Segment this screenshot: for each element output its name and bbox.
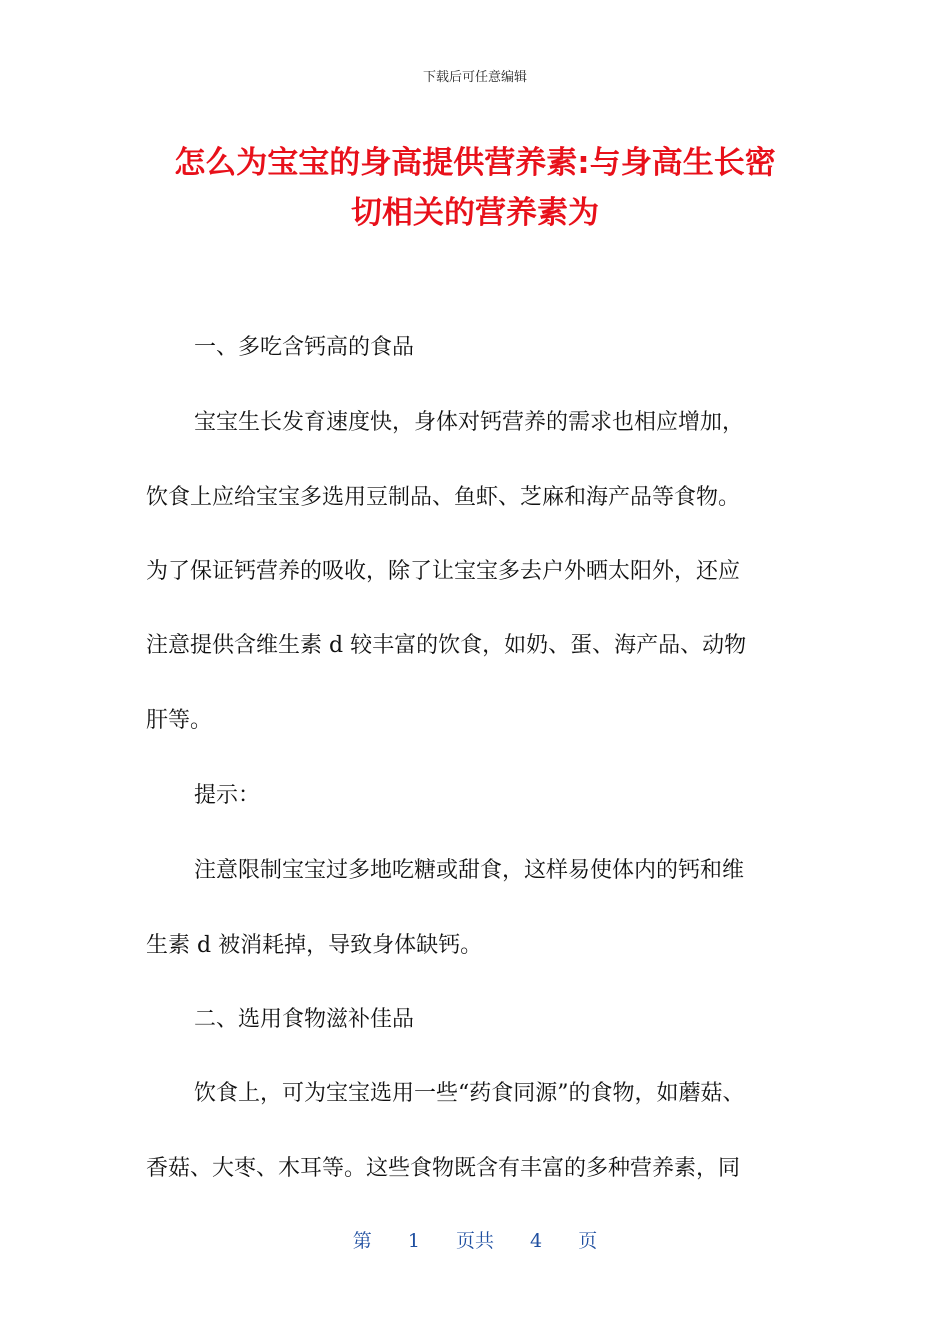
title-line-2: 切相关的营养素为 — [351, 195, 599, 231]
section-heading-2: 二、选用食物滋补佳品 — [194, 1007, 415, 1032]
title-line-1: 怎么为宝宝的身高提供营养素:与身高生长密 — [174, 145, 776, 181]
paragraph-line: 注意限制宝宝过多地吃糖或甜食，这样易使体内的钙和维 — [194, 858, 745, 883]
section-heading-1: 一、多吃含钙高的食品 — [194, 335, 415, 360]
document-title — [120, 138, 830, 238]
footer-page-mid: 页共 — [455, 1230, 494, 1252]
footer-current-page: 1 — [407, 1230, 420, 1252]
tip-label: 提示： — [194, 783, 261, 808]
footer-page-suffix: 页 — [578, 1230, 598, 1252]
paragraph-line: 肝等。 — [146, 708, 213, 733]
paragraph-line: 为了保证钙营养的吸收，除了让宝宝多去户外晒太阳外，还应 — [146, 559, 741, 584]
paragraph-line: 香菇、大枣、木耳等。这些食物既含有丰富的多种营养素，同 — [146, 1156, 741, 1181]
paragraph-line: 宝宝生长发育速度快，身体对钙营养的需求也相应增加， — [194, 410, 745, 435]
paragraph-line: 饮食上，可为宝宝选用一些“药食同源”的食物，如蘑菇、 — [194, 1081, 745, 1106]
paragraph-line: 生素 d 被消耗掉，导致身体缺钙。 — [146, 933, 483, 958]
paragraph-line: 饮食上应给宝宝多选用豆制品、鱼虾、芝麻和海产品等食物。 — [146, 485, 741, 510]
paragraph-line: 注意提供含维生素 d 较丰富的饮食，如奶、蛋、海产品、动物 — [146, 633, 747, 658]
footer-total-pages: 4 — [530, 1230, 543, 1252]
header-note: 下载后可任意编辑 — [422, 70, 527, 85]
footer-page-prefix: 第 — [352, 1230, 372, 1252]
page-footer — [0, 1226, 950, 1253]
